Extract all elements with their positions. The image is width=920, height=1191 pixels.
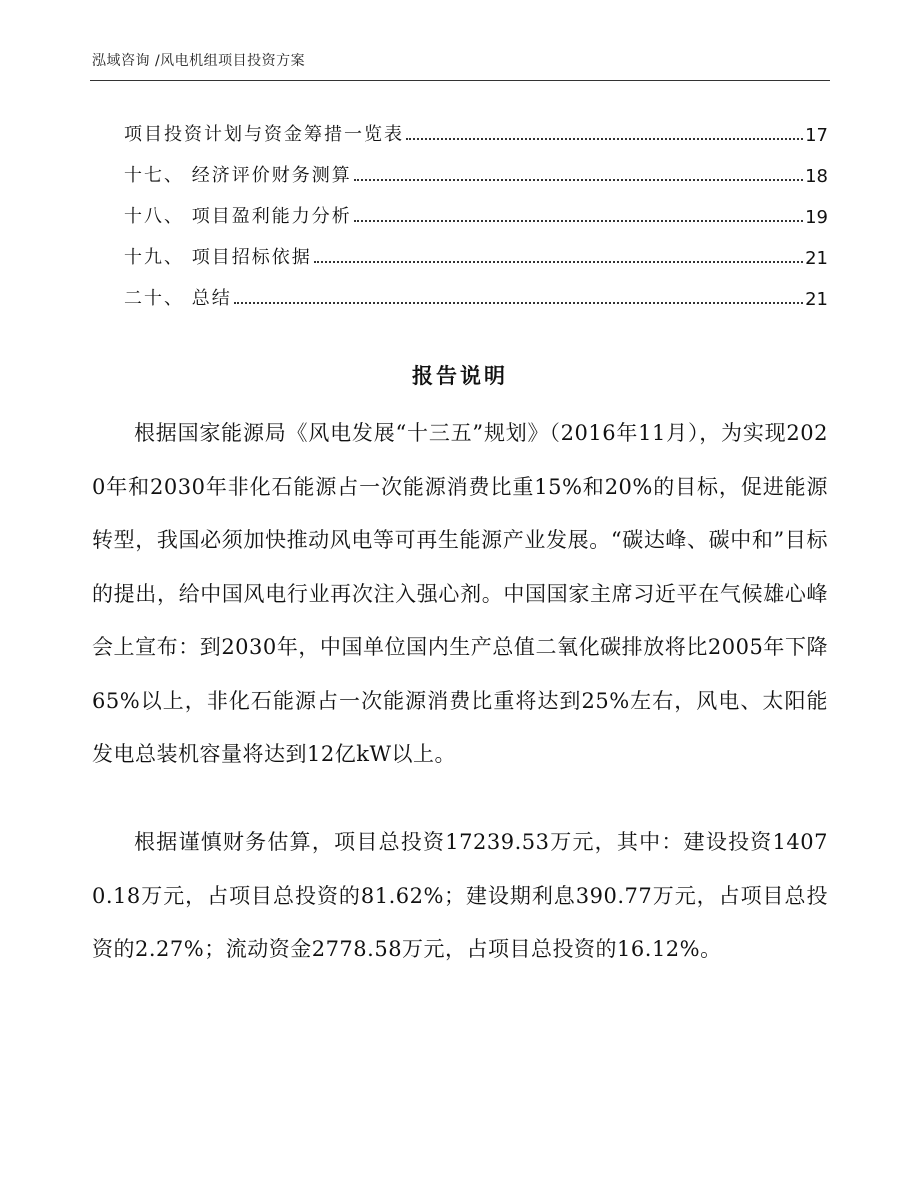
toc-dot-leader xyxy=(234,302,803,304)
toc-entry-page: 18 xyxy=(805,166,828,187)
toc-entry-title: 十九、 项目招标依据 xyxy=(124,247,312,268)
toc-entry[interactable] xyxy=(124,157,828,187)
toc-dot-leader xyxy=(314,261,803,263)
toc-dot-leader xyxy=(406,138,803,140)
toc-dot-leader xyxy=(354,220,803,222)
toc-entry-title: 二十、 总结 xyxy=(124,288,232,309)
toc-entry-page: 21 xyxy=(805,248,828,269)
toc-entry-title: 十七、 经济评价财务测算 xyxy=(124,165,352,186)
document-header: 泓域咨询 /风电机组项目投资方案 xyxy=(92,53,306,69)
toc-entry-title: 项目投资计划与资金筹措一览表 xyxy=(124,124,404,145)
toc-entry-page: 17 xyxy=(805,125,828,146)
toc-entry[interactable] xyxy=(124,116,828,146)
toc-entry-page: 19 xyxy=(805,207,828,228)
toc-entry[interactable] xyxy=(124,239,828,269)
header-divider xyxy=(90,80,830,81)
section-title: 报告说明 xyxy=(412,364,508,388)
body-paragraph: 根据谨慎财务估算，项目总投资17239.53万元，其中：建设投资14070.18万元，占项目总投资的81.62%；建设期利息390.77万元，占项目总投资的2.27%；流动资金2778.58万元，占项目总投资的16.12%。 xyxy=(92,830,828,961)
toc-dot-leader xyxy=(354,179,803,181)
toc-entry[interactable] xyxy=(124,198,828,228)
body-paragraph: 根据国家能源局《风电发展“十三五”规划》（2016年11月），为实现2020年和2030年非化石能源占一次能源消费比重15%和20%的目标，促进能源转型，我国必须加快推动风电等可再生能源产业发展。“碳达峰、碳中和”目标的提出，给中国风电行业再次注入强心剂。中国国家主席习近平在气候雄心峰会上宣布：到2030年，中国单位国内生产总值二氧化碳排放将比2005年下降65%以上，非化石能源占一次能源消费比重将达到25%左右，风电、太阳能发电总装机容量将达到12亿kW以上。 xyxy=(92,421,828,766)
toc-entry[interactable] xyxy=(124,280,828,310)
toc-entry-page: 21 xyxy=(805,289,828,310)
toc-entry-title: 十八、 项目盈利能力分析 xyxy=(124,206,352,227)
